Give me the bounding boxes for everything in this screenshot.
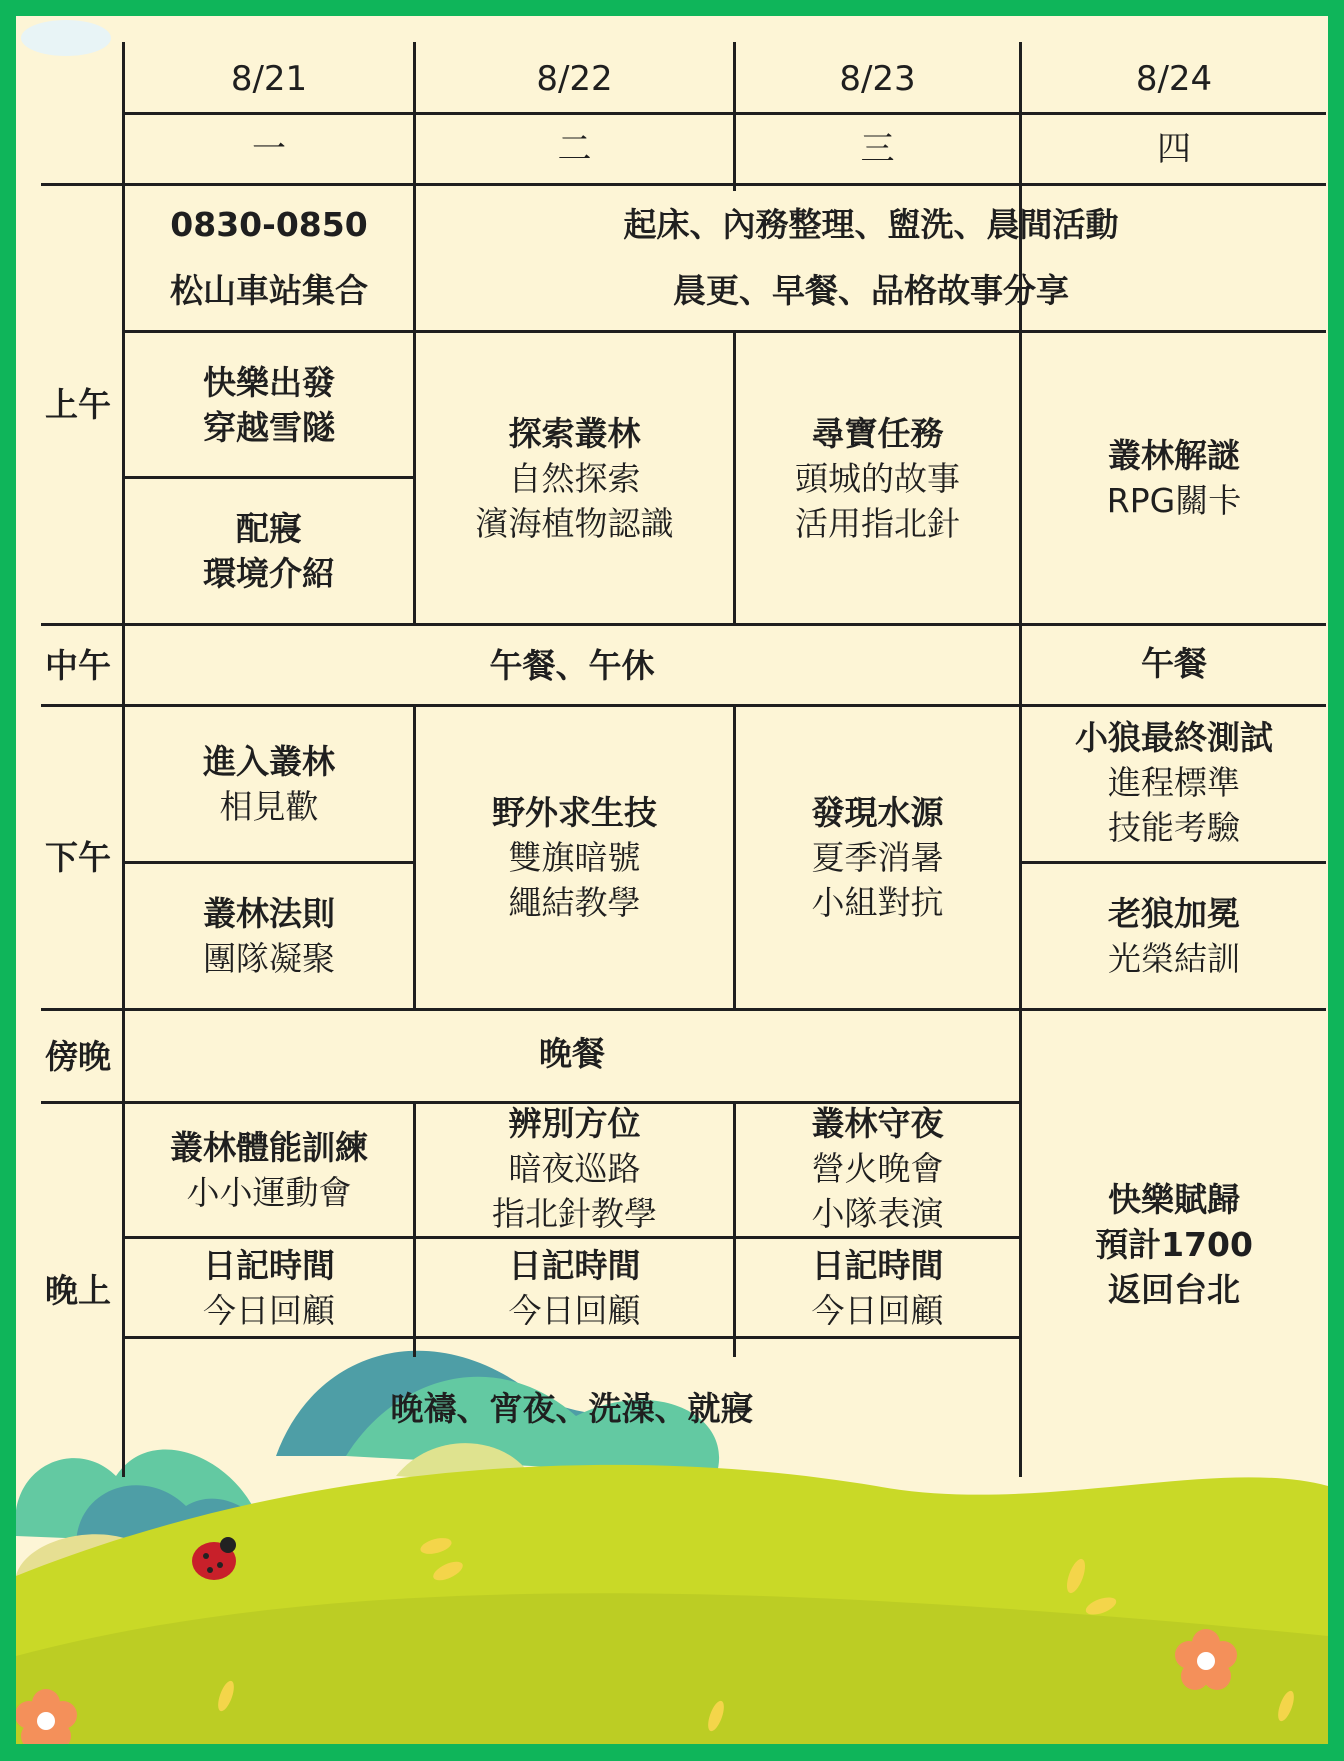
- noon-lunch-rest: 午餐、午休: [489, 645, 655, 685]
- evening-day2-diary: 日記時間 今日回顧: [508, 1245, 641, 1330]
- weekday-day-4: [1022, 115, 1326, 183]
- afternoon-day1-b: 叢林法則 團隊凝聚: [203, 894, 335, 978]
- date-label: 8/23: [839, 58, 916, 99]
- afternoon-day3-activity: 發現水源 夏季消暑 小組對抗: [811, 793, 944, 922]
- weekday-label: 四: [1157, 128, 1191, 169]
- morning-day2-activity: 探索叢林 自然探索 濱海植物認識: [475, 413, 674, 543]
- evening-day3-activity: 叢林守夜 營火晚會 小隊表演: [811, 1104, 944, 1233]
- date-day-2: [416, 46, 733, 112]
- period-morning: 上午: [45, 385, 111, 424]
- period-noon: 中午: [45, 645, 111, 685]
- weekday-label: 三: [860, 128, 895, 169]
- date-day-1: [125, 46, 413, 112]
- date-day-4: [1022, 46, 1326, 112]
- dusk-dinner: 晚餐: [539, 1034, 605, 1073]
- afternoon-day4-test: 小狼最終測試 進程標準 技能考驗: [1075, 718, 1273, 847]
- date-label: 8/21: [230, 58, 308, 99]
- date-label: 8/24: [1135, 58, 1213, 99]
- evening-bedtime: 晚禱、宵夜、洗澡、就寢: [390, 1388, 754, 1428]
- period-afternoon: 下午: [45, 838, 111, 877]
- meet-place: 松山車站集合: [170, 271, 368, 310]
- weekday-label: 二: [557, 128, 592, 169]
- period-dusk: 傍晚: [45, 1036, 111, 1076]
- date-label: 8/22: [536, 58, 613, 99]
- schedule-page: [16, 16, 1328, 1744]
- meet-time: 0830-0850: [170, 205, 368, 244]
- evening-day4-return: 快樂賦歸 預計1700 返回台北: [1095, 1179, 1253, 1309]
- morning-day4-activity: 叢林解謎 RPG關卡: [1106, 436, 1242, 520]
- weekday-day-1: [125, 115, 413, 183]
- morning-day3-activity: 尋寶任務 頭城的故事 活用指北針: [795, 413, 960, 543]
- evening-day1-diary: 日記時間 今日回顧: [203, 1245, 335, 1330]
- afternoon-day1-a: 進入叢林 相見歡: [203, 742, 335, 826]
- afternoon-day2-activity: 野外求生技 雙旗暗號 繩結教學: [492, 793, 657, 922]
- noon-day4-lunch: 午餐: [1141, 644, 1207, 683]
- weekday-label: 一: [252, 128, 286, 169]
- cloud-icon: [21, 20, 111, 56]
- evening-day1-activity: 叢林體能訓練 小小運動會: [170, 1128, 368, 1212]
- afternoon-day4-graduation: 老狼加冕 光榮結訓: [1108, 894, 1240, 978]
- morning-day1-rooms: 配寢 環境介紹: [203, 509, 335, 593]
- evening-day2-activity: 辨別方位 暗夜巡路 指北針教學: [492, 1104, 657, 1233]
- period-evening: 晚上: [45, 1271, 111, 1310]
- date-day-3: [736, 46, 1019, 112]
- morning-day1-meetup: [125, 186, 413, 330]
- weekday-day-3: [736, 115, 1019, 183]
- evening-day3-diary: 日記時間 今日回顧: [811, 1245, 944, 1330]
- morning-routine: 起床、內務整理、盥洗、晨間活動 晨更、早餐、品格故事分享: [623, 205, 1119, 310]
- morning-day1-depart: 快樂出發 穿越雪隧: [203, 362, 335, 447]
- weekday-day-2: [416, 115, 733, 183]
